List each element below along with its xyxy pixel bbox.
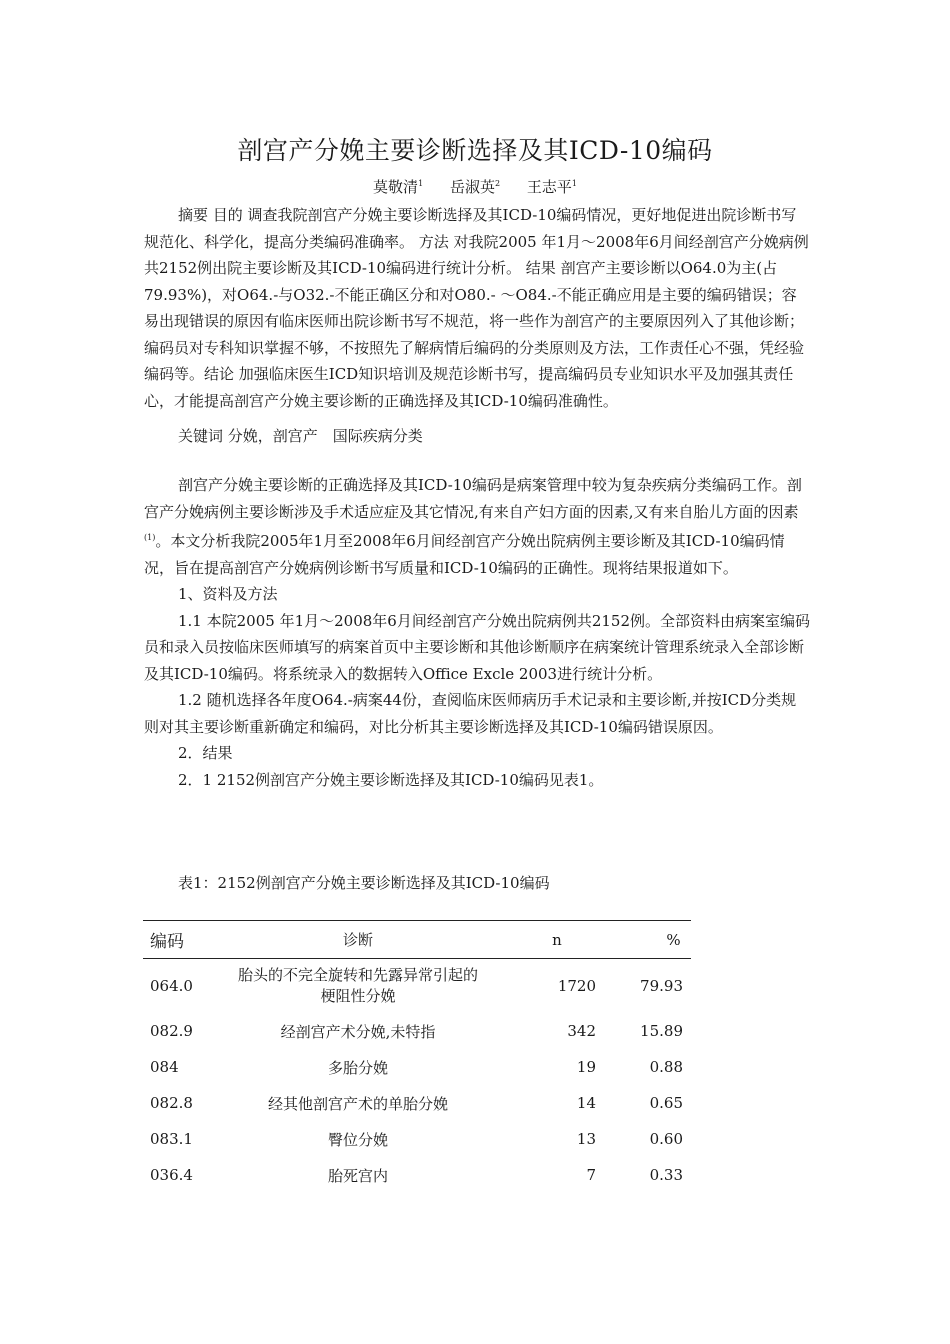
section-heading-methods: 1、资料及方法 xyxy=(178,585,278,603)
cell-n: 7 xyxy=(586,1166,596,1184)
cell-code: 036.4 xyxy=(150,1166,193,1184)
author-name: 莫敬清 xyxy=(373,178,419,196)
cell-n: 14 xyxy=(576,1094,596,1112)
results-table xyxy=(143,920,691,1193)
cell-n: 1720 xyxy=(557,976,596,995)
cell-diagnosis: 臀位分娩 xyxy=(327,1130,388,1149)
cell-code: 083.1 xyxy=(150,1130,193,1148)
intro-text-b: 。本文分析我院2005年1月至2008年6月间经剖宫产分娩出院病例主要诊断及其ICD-10编码情况，旨在提高剖宫产分娩病例诊断书写质量和ICD-10编码的正确性。现将结果报道如下。 xyxy=(144,532,785,577)
keywords-section xyxy=(144,423,810,450)
paper-title: 剖宫产分娩主要诊断选择及其ICD-10编码 xyxy=(237,136,713,165)
cell-n: 19 xyxy=(576,1058,596,1076)
cell-percent: 79.93 xyxy=(640,976,683,995)
cell-percent: 0.60 xyxy=(649,1130,683,1148)
table-header-row xyxy=(143,921,691,959)
cell-diagnosis: 胎死宫内 xyxy=(327,1166,388,1185)
author-name: 王志平 xyxy=(526,178,572,196)
cell-percent: 15.89 xyxy=(640,1022,683,1040)
cell-n: 13 xyxy=(576,1130,596,1148)
table-row xyxy=(143,1085,691,1121)
table-row xyxy=(143,1121,691,1157)
author-affiliation: 1 xyxy=(418,179,424,188)
cell-diagnosis: 胎头的不完全旋转和先露异常引起的梗阻性分娩 xyxy=(238,966,479,1005)
table-row xyxy=(143,1157,691,1193)
table-row xyxy=(143,1049,691,1085)
table-row xyxy=(143,1013,691,1049)
body-text xyxy=(144,472,810,793)
intro-paragraph xyxy=(144,472,810,581)
header-percent: % xyxy=(666,930,681,949)
cell-percent: 0.88 xyxy=(649,1058,683,1076)
citation-marker: (1) xyxy=(144,533,156,542)
table-caption: 表1：2152例剖宫产分娩主要诊断选择及其ICD-10编码 xyxy=(178,874,550,892)
section-heading-results: 2．结果 xyxy=(178,744,233,762)
header-code: 编码 xyxy=(150,932,184,952)
author-name: 岳淑英 xyxy=(449,178,495,196)
author-affiliation: 1 xyxy=(571,179,577,188)
cell-code: 064.0 xyxy=(150,976,193,995)
cell-diagnosis: 经其他剖宫产术的单胎分娩 xyxy=(267,1094,448,1113)
abstract-text: 摘要 目的 调查我院剖宫产分娩主要诊断选择及其ICD-10编码情况，更好地促进出院诊断书写规范化、科学化，提高分类编码准确率。 方法 对我院2005 年1月～2008年6月间经剖宫产分娩病例共2152例出院主要诊断及其ICD-10编码进行统计分析。 结果 剖宫产主要诊断以O64.0为主(占79.93%)，对O64.-与O32.-不能正确区分和对O80.- ～O84.-不能正确应用是主要的编码错误；容易出现错误的原因有临床医师出院诊断书写不规范，将一些作为剖宫产的主要原因列入了其他诊断；编码员对专科知识掌握不够，不按照先了解病情后编码的分类原则及方法，工作责任心不强，凭经验编码等。结论 加强临床医生ICD知识培训及规范诊断书写，提高编码员专业知识水平及加强其责任心，才能提高剖宫产分娩主要诊断的正确选择及其ICD-10编码准确性。 xyxy=(144,206,809,410)
keywords-text: 关键词 分娩，剖宫产 国际疾病分类 xyxy=(178,427,423,445)
cell-code: 084 xyxy=(150,1058,179,1076)
methods-paragraph-1: 1.1 本院2005 年1月～2008年6月间经剖宫产分娩出院病例共2152例。全部资料由病案室编码员和录入员按临床医师填写的病案首页中主要诊断和其他诊断顺序在病案统计管理系统录入全部诊断及其ICD-10编码。将系统录入的数据转入Office Excle 2003进行统计分析。 xyxy=(144,611,811,683)
cell-diagnosis: 多胎分娩 xyxy=(327,1058,388,1077)
intro-text-a: 剖宫产分娩主要诊断的正确选择及其ICD-10编码是病案管理中较为复杂疾病分类编码工作。剖宫产分娩病例主要诊断涉及手术适应症及其它情况,有来自产妇方面的因素,又有来自胎儿方面的因素 xyxy=(144,476,802,521)
cell-diagnosis: 经剖宫产术分娩,未特指 xyxy=(280,1022,436,1041)
header-n: n xyxy=(552,930,562,949)
abstract-section xyxy=(144,202,810,414)
cell-percent: 0.33 xyxy=(649,1166,683,1184)
results-paragraph-1: 2．1 2152例剖宫产分娩主要诊断选择及其ICD-10编码见表1。 xyxy=(178,770,604,789)
cell-code: 082.8 xyxy=(150,1094,193,1112)
header-diagnosis: 诊断 xyxy=(342,931,373,949)
cell-n: 342 xyxy=(567,1022,596,1040)
cell-code: 082.9 xyxy=(150,1022,193,1040)
table-row xyxy=(143,959,691,1014)
author-line xyxy=(0,176,950,197)
author-affiliation: 2 xyxy=(494,179,501,188)
cell-percent: 0.65 xyxy=(649,1094,683,1112)
methods-paragraph-2: 1.2 随机选择各年度O64.-病案44份，查阅临床医师病历手术记录和主要诊断,并按ICD分类规则对其主要诊断重新确定和编码，对比分析其主要诊断选择及其ICD-10编码错误原因。 xyxy=(144,691,797,736)
